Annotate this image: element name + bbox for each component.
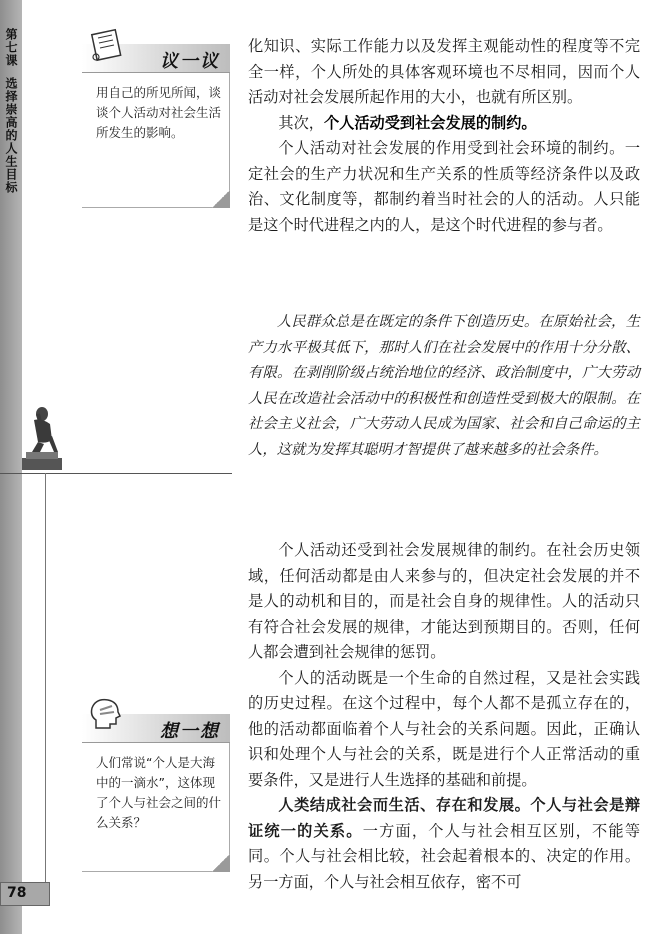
think-box (82, 714, 230, 872)
paragraph-2-lead: 其次， (278, 113, 324, 132)
paragraph-6-bold: 人类结成社会而生活、存在和发展。个人与社会是辩证统一的关系。 (248, 796, 640, 840)
quote-text: 人民群众总是在既定的条件下创造历史。在原始社会，生产力水平极其低下，那时人们在社会发展中的作用十分分散、有限。在剥削阶级占统治地位的经济、政治制度中，广大劳动人民在改造社会活动中的积极性和创造性受到极大的限制。在社会主义社会，广大劳动人民成为国家、社会和自己命运的主人，这就为发挥其聪明才智提供了越来越多的社会条件。 (248, 314, 640, 458)
page-fold-icon (212, 854, 230, 872)
page-number: 78 (7, 885, 27, 901)
quote-block (248, 310, 640, 464)
think-text: 人们常说“个人是大海中的一滴水”，这体现了个人与社会之间的什么关系？ (96, 755, 222, 830)
main-text-upper (248, 34, 640, 238)
discuss-body (82, 73, 230, 208)
paragraph-3: 个人活动对社会发展的作用受到社会环境的制约。一定社会的生产力状况和生产关系的性质等经济条件以及政治、文化制度等，都制约着当时社会的人的活动。人只能是这个时代进程之内的人，是这个时代进程的参与者。 (248, 139, 640, 234)
page-number-box (0, 882, 50, 906)
main-text-lower (248, 538, 640, 895)
page-fold-icon (212, 190, 230, 208)
scroll-icon (86, 24, 126, 64)
chapter-title: 选择崇高的人生目标 (4, 77, 18, 194)
paragraph-6 (248, 793, 640, 895)
divider-vertical (45, 473, 46, 883)
paragraph-1: 化知识、实际工作能力以及发挥主观能动性的程度等不完全一样，个人所处的具体客观环境也不尽相同，因而个人活动对社会发展所起作用的大小，也就有所区别。 (248, 37, 640, 106)
discuss-heading: 议一议 (160, 51, 220, 72)
paragraph-2-bold: 个人活动受到社会发展的制约。 (323, 113, 537, 132)
paragraph-6-rest: 一方面，个人与社会相互区别，不能等同。个人与社会相比较，社会起着根本的、决定的作用。另一方面，个人与社会相互依存，密不可 (248, 821, 641, 891)
discuss-text: 用自己的所见所闻，谈谈个人活动对社会生活所发生的影响。 (96, 85, 222, 140)
think-body (82, 743, 230, 872)
paragraph-4: 个人活动还受到社会发展规律的制约。在社会历史领域，任何活动都是由人来参与的，但决定社会发展的并不是人的动机和目的，而是社会自身的规律性。人的活动只有符合社会发展的规律，才能达到预期目的。否则，任何人都会遭到社会规律的惩罚。 (248, 541, 640, 661)
chapter-label (0, 28, 22, 208)
paragraph-5: 个人的活动既是一个生命的自然过程，又是社会实践的历史过程。在这个过程中，每个人都不是孤立存在的，他的活动都面临着个人与社会的关系问题。因此，正确认识和处理个人与社会的关系，既是进行个人正常活动的重要条件，又是进行人生选择的基础和前提。 (248, 668, 640, 789)
think-heading: 想一想 (160, 721, 220, 742)
think-header (82, 714, 230, 743)
thinking-head-icon (86, 694, 126, 734)
chapter-number: 第七课 (4, 28, 18, 67)
paragraph-2 (248, 111, 640, 137)
discuss-header (82, 44, 230, 73)
divider-horizontal (0, 473, 232, 474)
discuss-box (82, 44, 230, 208)
thinker-statue-icon (20, 400, 64, 472)
